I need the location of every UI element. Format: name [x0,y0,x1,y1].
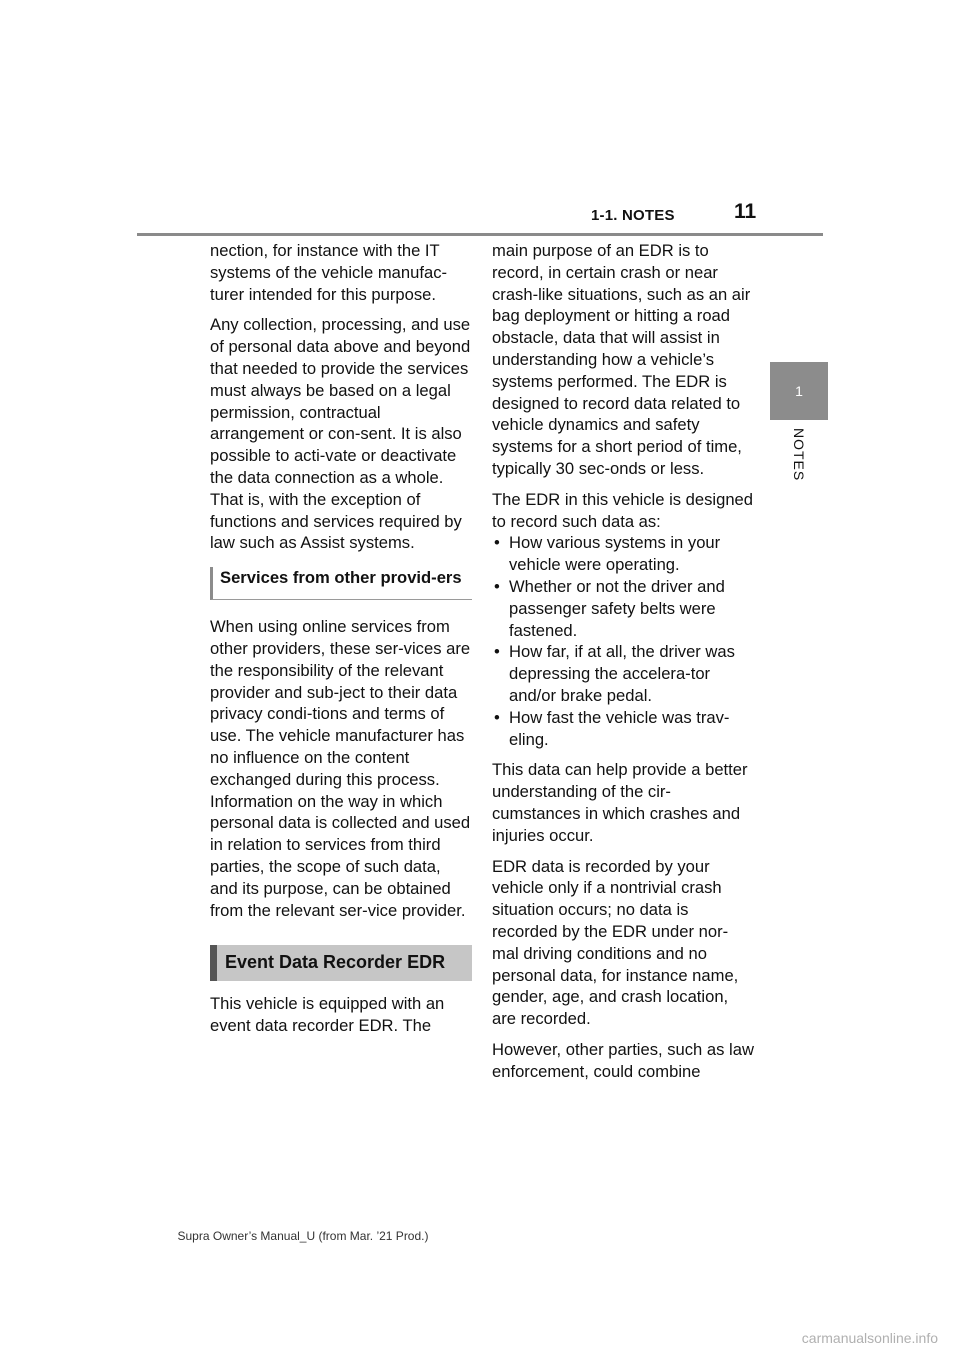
paragraph: This data can help provide a better understanding of the cir-cumstances in which crashes and injuries occur. [492,760,748,845]
paragraph: main purpose of an EDR is to record, in certain crash or near crash-like situations, such as an air bag deployment or hitting a road obstacle, data that will assist in understanding how a vehicle’s systems performed. The EDR is designed to record data related to vehicle dynamics and safety systems for a short period of time, typically 30 sec-onds or less. [492,241,751,478]
paragraph: EDR data is recorded by your vehicle only if a nontrivial crash situation occurs; no data is recorded by the EDR under nor-mal driving conditions and no personal data, for instance name, gender, age, and crash location, are recorded. [492,856,739,1029]
right-column [492,240,754,1091]
chapter-side-label-text: NOTES [791,428,807,482]
running-header-section: 1-1. NOTES [591,207,675,224]
paragraph: The EDR in this vehicle is designed to record such data as: [492,489,754,531]
subheading-services-other-providers: Services from other provid-ers [210,567,472,600]
list-item: • How various systems in your vehicle were operating. [492,532,754,576]
paragraph: nection, for instance with the IT systems of the vehicle manufac-turer intended for this purpose. [210,241,448,304]
footer-manual-title: Supra Owner’s Manual_U (from Mar. ’21 Prod.) [177,1229,429,1243]
chapter-tab [770,362,828,420]
list-item: • How fast the vehicle was trav-eling. [492,707,754,751]
paragraph: When using online services from other providers, these ser-vices are the responsibility of the relevant provider and sub-ject to their data privacy condi-tions and terms of use. The vehicle manufacturer has no influence on the content exchanged during this process. Information on the way in which personal data is collected and used in relation to services from third parties, the scope of such data, and its purpose, can be obtained from the relevant ser-vice provider. [210,617,471,920]
left-column [210,240,472,1046]
chapter-side-label [770,428,828,481]
chapter-number: 1 [795,383,803,399]
paragraph: However, other parties, such as law enforcement, could combine [492,1039,754,1081]
header-rule [137,233,823,236]
section-heading-edr [210,945,472,981]
list-item: • How far, if at all, the driver was depressing the accelera-tor and/or brake pedal. [492,641,754,706]
paragraph: Any collection, processing, and use of personal data above and beyond that needed to provide the services must always be based on a legal permission, contractual arrangement or con-sent. It is also possible to acti-vate or deactivate the data connection as a whole. That is, with the exception of functions and services required by law such as Assist systems. [210,315,471,553]
page-number: 11 [734,200,757,223]
paragraph: This vehicle is equipped with an event data recorder EDR. The [210,994,445,1036]
section-heading-text: Event Data Recorder EDR [225,952,446,973]
edr-data-list [492,532,754,750]
watermark-text: carmanualsonline.info [801,1330,938,1346]
list-item: • Whether or not the driver and passenger safety belts were fastened. [492,576,754,641]
